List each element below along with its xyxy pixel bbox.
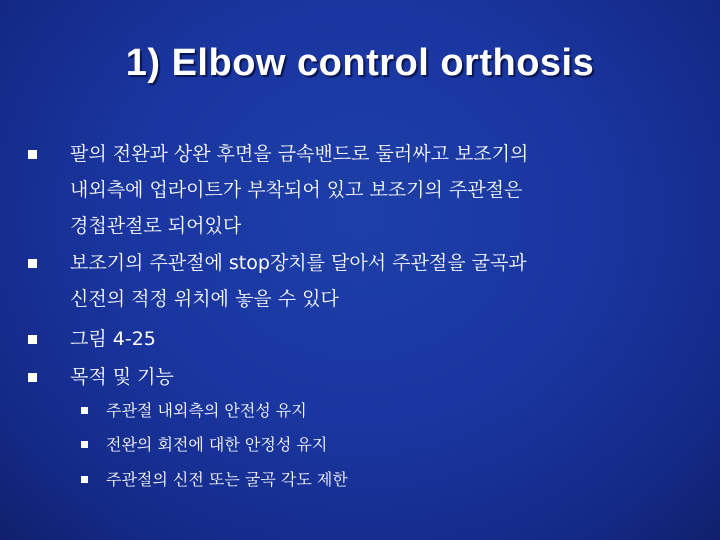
bullet-line: 경첩관절로 되어있다	[70, 215, 242, 237]
sub-bullet-line: 주관절 내외측의 안전성 유지	[106, 401, 307, 420]
square-bullet-icon	[81, 407, 88, 414]
sub-bullet-line: 주관절의 신전 또는 굴곡 각도 제한	[106, 470, 348, 489]
slide-title: 1) Elbow control orthosis	[125, 42, 595, 84]
bullet-line: 보조기의 주관절에 stop장치를 달아서 주관절을 굴곡과	[70, 252, 527, 274]
bullet-line: 목적 및 기능	[70, 366, 174, 388]
square-bullet-icon	[81, 476, 88, 483]
bullet-line: 신전의 적정 위치에 놓을 수 있다	[70, 288, 339, 310]
square-bullet-icon	[28, 150, 37, 159]
square-bullet-icon	[81, 441, 88, 448]
bullet-line: 내외측에 업라이트가 부착되어 있고 보조기의 주관절은	[70, 179, 523, 201]
bullet-line: 그림 4-25	[70, 328, 156, 350]
bullet-line: 팔의 전완과 상완 후면을 금속밴드로 둘러싸고 보조기의	[70, 143, 529, 165]
square-bullet-icon	[28, 373, 37, 382]
square-bullet-icon	[28, 259, 37, 268]
sub-bullet-line: 전완의 회전에 대한 안정성 유지	[106, 435, 328, 454]
square-bullet-icon	[28, 335, 37, 344]
